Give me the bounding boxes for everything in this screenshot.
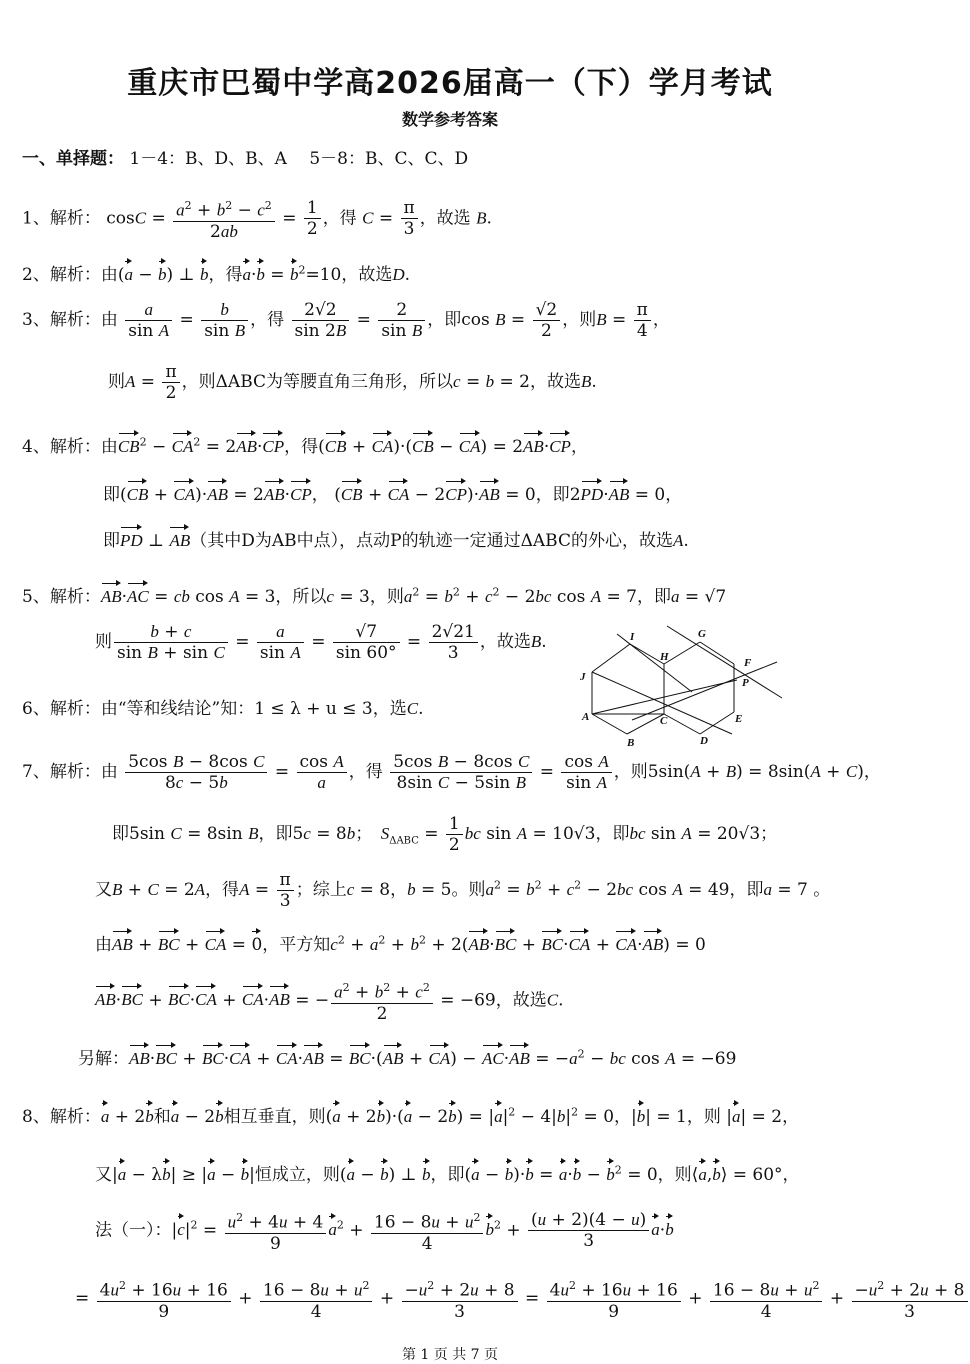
q6-line: 6、解析：由“等和线结论”知：1 ≤ λ + u ≤ 3，选C.: [22, 699, 424, 719]
q3-label: 3、解析：由: [22, 310, 118, 330]
q7-line-1: 7、解析：由 $\frac{\text{5cos B − 8cos C}}{8c - 5b}$ = $\frac{\text{cos A}}{a}$ ，得 $\frac{\text{5cos B − 8cos C}}{\text{8sin C − 5sin B}}$ = $\frac{\text{cos A}}{\text{sin A}}$ ，则5sin(A + B) = 8sin(A + C)，: [22, 752, 881, 793]
q6-text: 6、解析：由“等和线结论”知：1 ≤ λ + u ≤ 3，选: [22, 699, 407, 719]
q1-label: 1、解析：: [22, 208, 101, 229]
q5-label: 5、解析：: [22, 587, 101, 607]
fig-label-g: G: [698, 628, 706, 640]
q8-label: 8、解析：: [22, 1107, 101, 1127]
fig-line-diag2: [617, 634, 692, 692]
fig-line-gf: [700, 642, 734, 664]
q7-line-6: 另解：$AB\cdot BC + BC\cdot CA + CA\cdot AB = BC\cdot(AB + CA) - AC\cdot AB = -a^2$ − bc cos A = −69: [78, 1042, 736, 1070]
q7-line-5: AB·BC + BC·CA + CA·AB = − $\frac{a^2 + b^2 + c^2}{2}$ = −69，故选C.: [95, 978, 564, 1024]
q2-line: 2、解析：由(a − b) ⊥ b，得$a\cdot b = b^2=10$，故选D.: [22, 258, 410, 286]
fig-line-ih: [630, 644, 664, 664]
q8-line-1: 8、解析：a + 2b和a − 2b相互垂直，则$(a + 2b)\cdot(a - 2b) = |a|^2 - 4|b|^2 = 0$，|b| = 1，则 |a| = 2，: [22, 1100, 799, 1128]
page-footer: 第 1 页 共 7 页: [401, 1347, 499, 1363]
fig-line-diag4: [632, 662, 777, 720]
q2-label: 2、解析：由: [22, 265, 118, 285]
fig-line-diag3: [667, 626, 782, 698]
fig-label-c: C: [660, 715, 668, 727]
q8-line-4: = $\frac{4u^2 + 16u + 16}{9}$ + $\frac{16 - 8u + u^2}{4}$ + $\frac{-u^2 + 2u + 8}{3}$ = $\frac{4u^2 + 16u + 16}{9}$ + $\frac{16 - 8u + u^2}{4}$ + $\frac{-u^2 + 2u + 8}{3}$: [75, 1276, 970, 1322]
fig-label-e: E: [735, 713, 743, 725]
fig-label-i: I: [630, 631, 635, 643]
fig-label-d: D: [700, 735, 708, 747]
section-answers: [22, 148, 468, 170]
fig-line-ab: [592, 714, 627, 734]
fig-label-p: P: [742, 677, 749, 689]
fig-line-hg: [664, 642, 700, 664]
q5-line-2: 则 $\frac{b + c}{\text{sin B + sin C}}$ = $\frac{a}{\text{sin A}}$ = $\frac{√7}{\sin 60^\circ}$ = $\frac{2√21}{3}$ ，故选B.: [95, 622, 547, 663]
fig-line-ji: [592, 644, 630, 672]
page-title: 重庆市巴蜀中学高2026届高一（下）学月考试: [127, 66, 773, 101]
fig-line-ed: [700, 712, 734, 734]
q7-line-2: 即5sin C = 8sin B，即5c = 8b； $S_{\Delta ABC}$ = $\frac{1}{2}$ bc sin A = 10√3，即bc sin A = 20√3；: [112, 814, 778, 855]
q5-line-1: 5、解析：AB·AC = cb cos A = 3，所以c = 3，则$a^2 = b^2 + c^2 - 2bc$ cos A = 7，即a = √7: [22, 580, 726, 608]
fig-label-h: H: [660, 651, 669, 663]
fig-label-f: F: [744, 657, 752, 669]
q7-line-4: 由AB + BC + CA = 0，平方知$c^2 + a^2 + b^2 + 2(AB\cdot BC + BC\cdot CA + CA\cdot AB) = 0$: [95, 928, 706, 956]
q8-line-3: 法（一）：$|c|^2$ = $\frac{u^2 + 4u + 4}{9}$ $a^2$ + $\frac{16 - 8u + u^2}{4}$ $b^2$ + $\frac{(u + 2)(4 - u)}{3}$ a·b: [95, 1208, 674, 1254]
q1-line: 1、解析： cosC = $\frac{a^2 + b^2 - c^2}{2ab}$ = $\frac{1}{2}$ ，得 C = $\frac{\pi}{3}$ ，故选 B.: [22, 196, 492, 242]
q7-label: 7、解析：由: [22, 762, 118, 782]
fig-label-b: B: [627, 737, 635, 749]
q8-line-2: 又|a − λb| ≥ |a − b|恒成立，则(a − b) ⊥ b，即$(a - b)\cdot b = a\cdot b - b^2 = 0$，则⟨a,b⟩ = 60°，: [95, 1158, 800, 1186]
q3-line-1: 3、解析：由 $\frac{a}{\text{sin A}}$ = $\frac{b}{\text{sin B}}$ ，得 $\frac{2√2}{\sin 2B}$ = $\frac{2}{\text{sin B}}$ ，即cos B = $\frac{√2}{2}$ ，则B = $\frac{\pi}{4}$ ，: [22, 300, 670, 341]
geometry-figure: [572, 622, 787, 747]
q4-line-1: 4、解析：由$CB^2 - CA^2 = 2AB\cdot CP$，得(CB + CA)·(CB − CA) = 2AB·CP，: [22, 430, 588, 458]
answers-list: 1－4：B、D、B、A 5－8：B、C、C、D: [129, 149, 469, 169]
q4-line-2: 即(CB + CA)·AB = 2AB·CP， (CB + CA − 2CP)·AB = 0，即2PD·AB = 0，: [103, 478, 682, 506]
page-subtitle: 数学参考答案: [401, 110, 498, 129]
fig-label-j: J: [580, 671, 586, 683]
fig-label-a: A: [582, 711, 590, 723]
section-heading: 一、单择题：: [22, 149, 124, 169]
fig-line-bc: [627, 714, 664, 734]
q4-label: 4、解析：由: [22, 437, 118, 457]
q7-line-3: 又B + C = 2A，得A = $\frac{\pi}{3}$ ；综上c = 8，b = 5。则$a^2 = b^2 + c^2 - 2bc$ cos A = 49，即a = 7 。: [95, 870, 831, 911]
q4-line-3: 即PD ⊥ AB（其中D为AB中点），点动P的轨迹一定通过ΔABC的外心，故选A.: [103, 524, 689, 552]
q3-line-2: 则A = $\frac{\pi}{2}$ ，则ΔABC为等腰直角三角形，所以c = b = 2，故选B.: [108, 362, 597, 403]
